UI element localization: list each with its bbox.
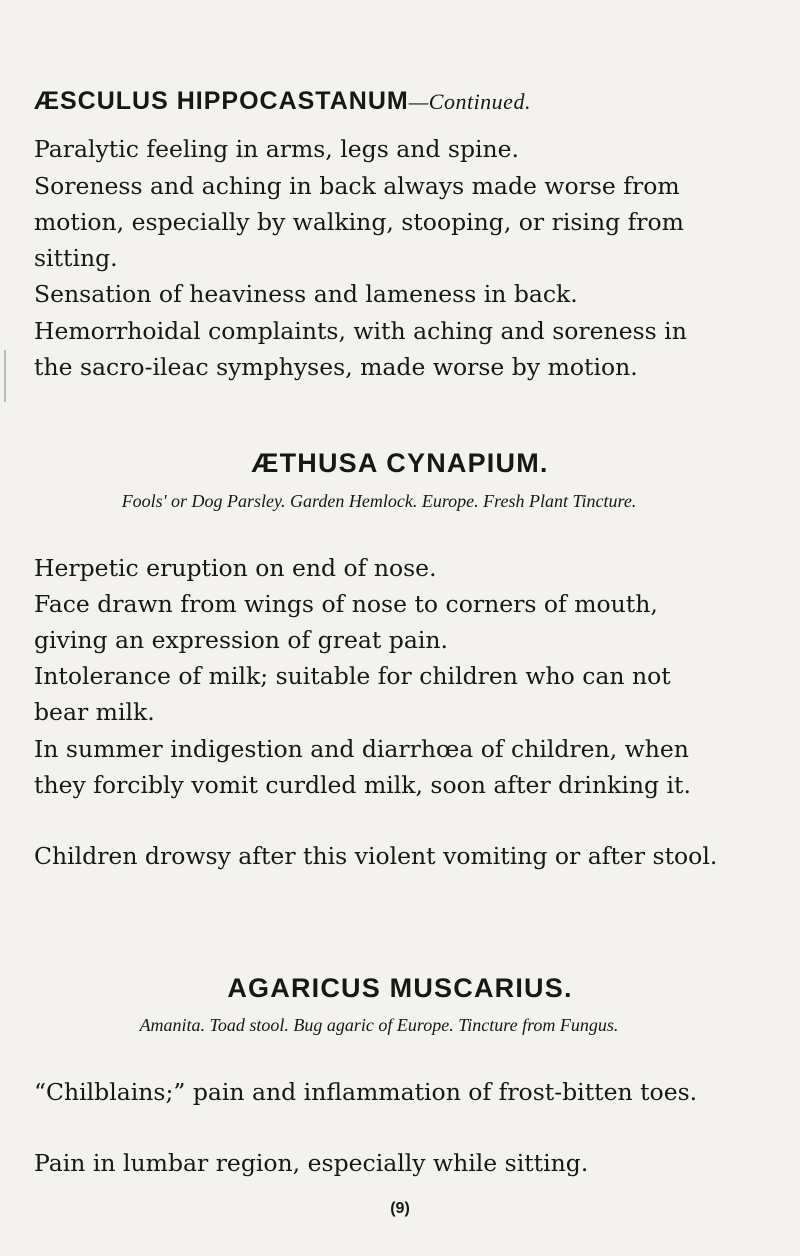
paragraph: “Chilblains;” pain and inflammation of frost-bitten toes.	[34, 1078, 698, 1106]
paragraph: Face drawn from wings of nose to corners of mouth, giving an expression of great pain.	[34, 590, 658, 654]
paragraph: Hemorrhoidal complaints, with aching and soreness in the sacro-ileac symphyses, made worse by motion.	[34, 317, 687, 381]
paragraph: Children drowsy after this violent vomiting or after stool.	[34, 842, 718, 870]
paragraph: Sensation of heaviness and lameness in back.	[34, 280, 578, 308]
paragraph: Soreness and aching in back always made worse from motion, especially by walking, stooping, or rising from sitting.	[34, 172, 684, 272]
section-description: Amanita. Toad stool. Bug agaric of Europe. Tincture from Fungus.	[139, 1015, 619, 1035]
paragraph: Pain in lumbar region, especially while sitting.	[34, 1149, 589, 1177]
running-head	[34, 86, 754, 116]
paragraph: Intolerance of milk; suitable for children who can not bear milk.	[34, 662, 671, 726]
section-heading: AGARICUS MUSCARIUS.	[227, 973, 573, 1003]
section-heading: ÆTHUSA CYNAPIUM.	[251, 448, 549, 478]
paragraph: In summer indigestion and diarrhœa of children, when they forcibly vomit curdled milk, soon after drinking it.	[34, 735, 691, 799]
running-head-continued: —Continued.	[408, 89, 531, 114]
running-head-title: ÆSCULUS HIPPOCASTANUM	[34, 87, 409, 115]
paragraph: Paralytic feeling in arms, legs and spine.	[34, 135, 520, 163]
page-number: (9)	[390, 1200, 410, 1217]
section-description: Fools' or Dog Parsley. Garden Hemlock. Europe. Fresh Plant Tincture.	[121, 491, 637, 511]
paragraph: Herpetic eruption on end of nose.	[34, 554, 437, 582]
margin-mark	[4, 350, 6, 402]
